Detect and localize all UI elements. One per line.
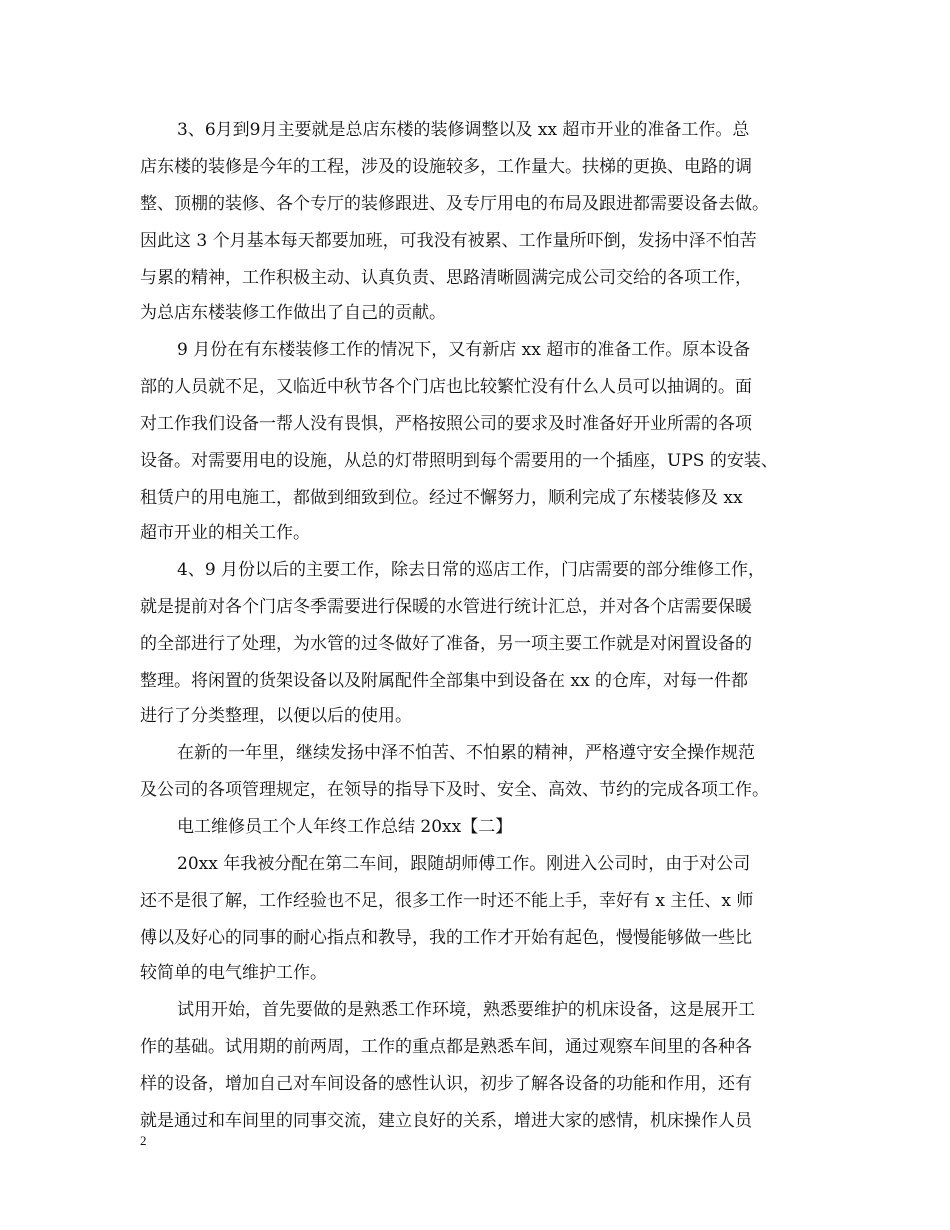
paragraph-line: 为总店东楼装修工作做出了自己的贡献。 xyxy=(140,303,446,323)
paragraph-line: 样的设备，增加自己对车间设备的感性认识，初步了解各设备的功能和作用，还有 xyxy=(140,1074,752,1094)
paragraph-line: 对工作我们设备一帮人没有畏惧，严格按照公司的要求及时准备好开业所需的各项 xyxy=(140,414,752,434)
paragraph-line: 店东楼的装修是今年的工程，涉及的设施较多，工作量大。扶梯的更换、电路的调 xyxy=(140,157,752,177)
paragraph-line: 与累的精神，工作积极主动、认真负责、思路清晰圆满完成公司交给的各项工作， xyxy=(140,268,752,288)
paragraph-line: 就是通过和车间里的同事交流，建立良好的关系，增进大家的感情，机床操作人员 xyxy=(140,1111,752,1131)
paragraph-line: 9 月份在有东楼装修工作的情况下，又有新店 xx 超市的准备工作。原本设备 xyxy=(177,340,751,360)
paragraph-line: 及公司的各项管理规定，在领导的指导下及时、安全、高效、节约的完成各项工作。 xyxy=(140,780,769,800)
paragraph-line: 超市开业的相关工作。 xyxy=(140,523,310,543)
paragraph-line: 试用开始，首先要做的是熟悉工作环境，熟悉要维护的机床设备，这是展开工 xyxy=(177,1000,755,1020)
paragraph-line: 整、顶棚的装修、各个专厅的装修跟进、及专厅用电的布局及跟进都需要设备去做。 xyxy=(140,194,769,214)
page-number: 2 xyxy=(140,1133,147,1148)
paragraph-line: 4、9 月份以后的主要工作，除去日常的巡店工作，门店需要的部分维修工作， xyxy=(177,560,766,580)
paragraph-line: 的全部进行了处理，为水管的过冬做好了准备，另一项主要工作就是对闲置设备的 xyxy=(140,634,752,654)
paragraph-line: 3、6月到9月主要就是总店东楼的装修调整以及 xx 超市开业的准备工作。总 xyxy=(177,120,750,140)
paragraph-line: 整理。将闲置的货架设备以及附属配件全部集中到设备在 xx 的仓库，对每一件都 xyxy=(140,671,748,691)
paragraph-line: 部的人员就不足，又临近中秋节各个门店也比较繁忙没有什么人员可以抽调的。面 xyxy=(140,377,752,397)
paragraph-line: 20xx 年我被分配在第二车间，跟随胡师傅工作。刚进入公司时，由于对公司 xyxy=(177,854,751,874)
paragraph-line: 较简单的电气维护工作。 xyxy=(140,963,327,983)
section-heading: 电工维修员工个人年终工作总结 20xx【二】 xyxy=(177,817,513,837)
paragraph-line: 还不是很了解，工作经验也不足，很多工作一时还不能上手，幸好有 x 主任、x 师 xyxy=(140,891,754,911)
paragraph-line: 租赁户的用电施工，都做到细致到位。经过不懈努力，顺利完成了东楼装修及 xx xyxy=(140,488,743,508)
paragraph-line: 进行了分类整理，以便以后的使用。 xyxy=(140,706,412,726)
paragraph-line: 作的基础。试用期的前两周，工作的重点都是熟悉车间，通过观察车间里的各种各 xyxy=(140,1037,752,1057)
paragraph-line: 在新的一年里，继续发扬中泽不怕苦、不怕累的精神，严格遵守安全操作规范 xyxy=(177,743,755,763)
paragraph-line: 就是提前对各个门店冬季需要进行保暖的水管进行统计汇总，并对各个店需要保暖 xyxy=(140,597,752,617)
paragraph-line: 设备。对需要用电的设施，从总的灯带照明到每个需要用的一个插座，UPS 的安装、 xyxy=(140,451,778,471)
paragraph-line: 因此这 3 个月基本每天都要加班，可我没有被累、工作量所吓倒，发扬中泽不怕苦 xyxy=(140,231,757,251)
paragraph-line: 傅以及好心的同事的耐心指点和教导，我的工作才开始有起色，慢慢能够做一些比 xyxy=(140,928,752,948)
